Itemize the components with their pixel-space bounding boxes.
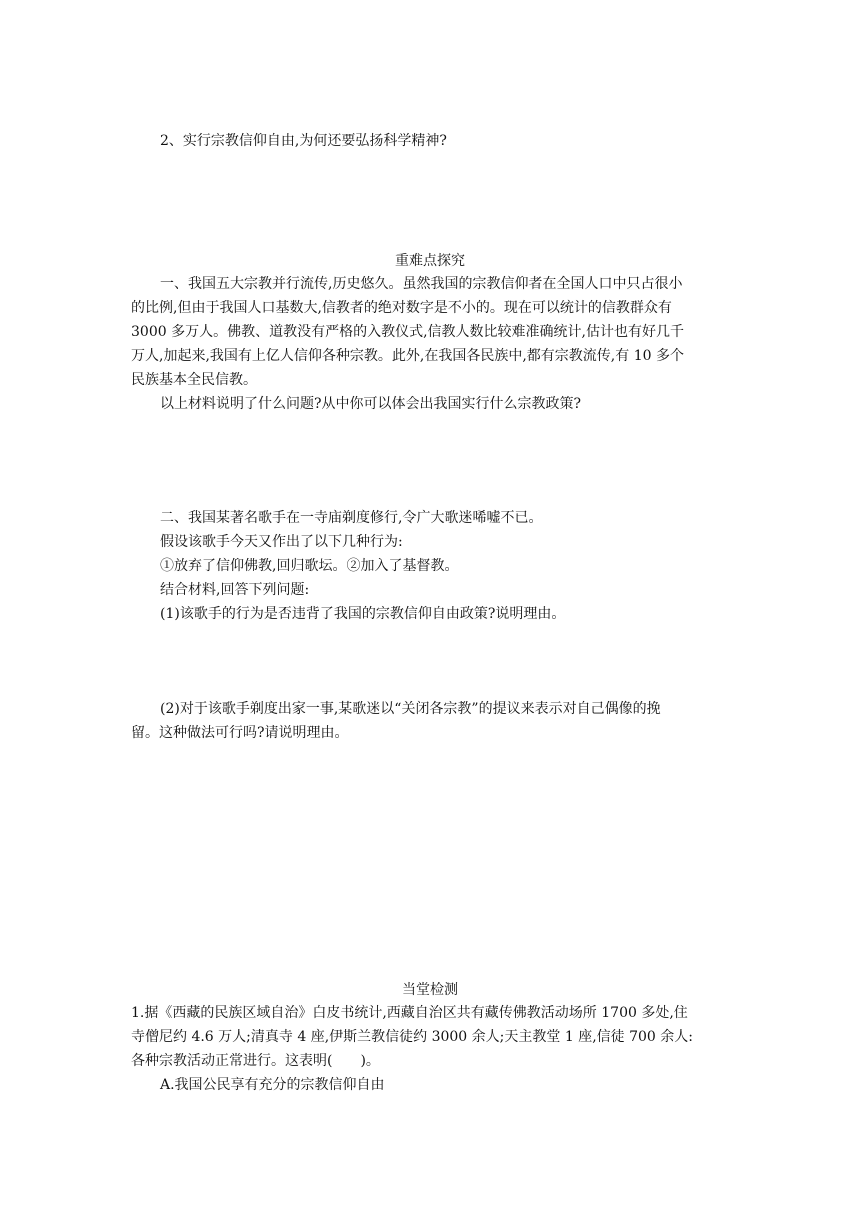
question-2: 2、实行宗教信仰自由,为何还要弘扬科学精神? (160, 133, 447, 149)
paragraph-line: (2)对于该歌手剃度出家一事,某歌迷以“关闭各宗教”的提议来表示对自己偶像的挽 (160, 701, 661, 717)
paragraph-line: ①放弃了信仰佛教,回归歌坛。②加入了基督教。 (160, 558, 459, 574)
paragraph-line: 一、我国五大宗教并行流传,历史悠久。虽然我国的宗教信仰者在全国人口中只占很小 (160, 276, 683, 292)
paragraph-line: 结合材料,回答下列问题: (160, 582, 310, 598)
paragraph-line: 二、我国某著名歌手在一寺庙剃度修行,令广大歌迷唏嘘不已。 (160, 510, 543, 526)
paragraph-line: (1)该歌手的行为是否违背了我国的宗教信仰自由政策?说明理由。 (160, 606, 566, 622)
paragraph-line: 各种宗教活动正常进行。这表明( )。 (131, 1053, 380, 1069)
paragraph-line: 3000 多万人。佛教、道教没有严格的入教仪式,信教人数比较难准确统计,估计也有好几千 (131, 324, 684, 340)
paragraph-line: 的比例,但由于我国人口基数大,信教者的绝对数字是不小的。现在可以统计的信教群众有 (131, 300, 672, 316)
paragraph-line: 1.据《西藏的民族区域自治》白皮书统计,西藏自治区共有藏传佛教活动场所 1700 多处,住 (131, 1005, 688, 1021)
option-a: A.我国公民享有充分的宗教信仰自由 (160, 1077, 385, 1093)
section-heading-key-points: 重难点探究 (395, 253, 465, 269)
paragraph-line: 留。这种做法可行吗?请说明理由。 (131, 725, 349, 741)
paragraph-line: 万人,加起来,我国有上亿人信仰各种宗教。此外,在我国各民族中,都有宗教流传,有 10 多个 (131, 348, 684, 364)
paragraph-line: 民族基本全民信教。 (131, 372, 257, 388)
section-heading-class-check: 当堂检测 (402, 982, 458, 998)
paragraph-line: 假设该歌手今天又作出了以下几种行为: (160, 534, 403, 550)
paragraph-line: 寺僧尼约 4.6 万人;清真寺 4 座,伊斯兰教信徒约 3000 余人;天主教堂 1 座,信徒 700 余人: (131, 1029, 693, 1045)
question-1-prompt: 以上材料说明了什么问题?从中你可以体会出我国实行什么宗教政策? (160, 396, 582, 412)
